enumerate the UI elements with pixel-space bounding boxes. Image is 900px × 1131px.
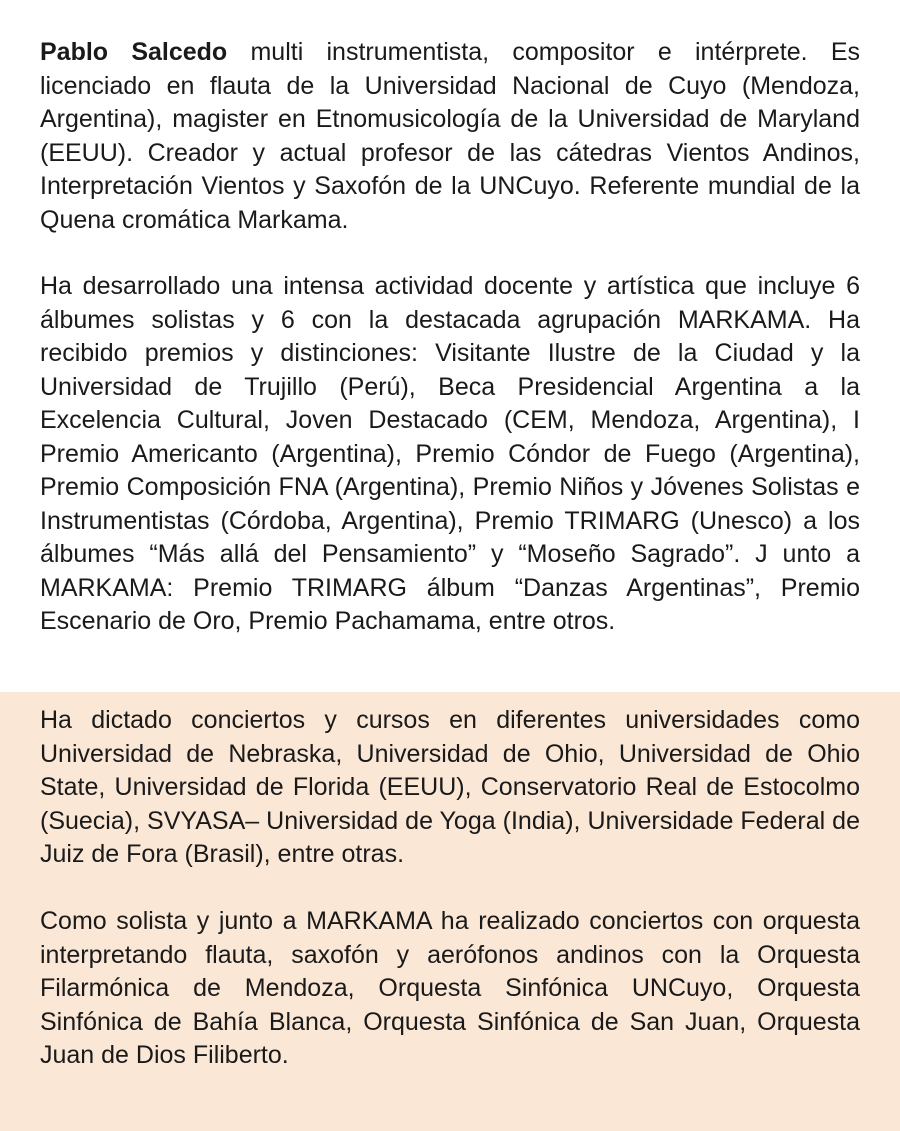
intro-text: multi instrumentista, compositor e intérprete. Es licenciado en flauta de la Universidad Nacional de Cuyo (Mendoza, Argentina), magister en Etnomusicología de la Universidad de Maryland (EEUU). Creador y actual profesor de las cátedras Vientos Andinos, Interpretación Vientos y Saxofón de la UNCuyo. Referente mundial de la Quena cromática Markama.: [40, 38, 860, 234]
bio-paragraph-orchestras: Como solista y junto a MARKAMA ha realizado conciertos con orquesta interpretando flauta, saxofón y aerófonos andinos con la Orquesta Filarmónica de Mendoza, Orquesta Sinfónica UNCuyo, Orquesta Sinfónica de Bahía Blanca, Orquesta Sinfónica de San Juan, Orquesta Juan de Dios Filiberto.: [40, 907, 860, 1069]
artist-name: Pablo Salcedo: [40, 38, 228, 66]
bio-paragraph-intro: [40, 36, 860, 237]
bio-section-shaded: [0, 692, 900, 1131]
bio-paragraph-universities: Ha dictado conciertos y cursos en diferentes universidades como Universidad de Nebraska, Universidad de Ohio, Universidad de Ohio State, Universidad de Florida (EEUU), Conservatorio Real de Estocolmo (Suecia), SVYASA– Universidad de Yoga (India), Universidade Federal de Juiz de Fora (Brasil), entre otras.: [40, 706, 860, 868]
bio-paragraph-awards: Ha desarrollado una intensa actividad docente y artística que incluye 6 álbumes solistas y 6 con la destacada agrupación MARKAMA. Ha recibido premios y distinciones: Visitante Ilustre de la Ciudad y la Universidad de Trujillo (Perú), Beca Presidencial Argentina a la Excelencia Cultural, Joven Destacado (CEM, Mendoza, Argentina), I Premio Americanto (Argentina), Premio Cóndor de Fuego (Argentina), Premio Composición FNA (Argentina), Premio Niños y Jóvenes Solistas e Instrumentistas (Córdoba, Argentina), Premio TRIMARG (Unesco) a los álbumes “Más allá del Pensamiento” y “Moseño Sagrado”. J unto a MARKAMA: Premio TRIMARG álbum “Danzas Argentinas”, Premio Escenario de Oro, Premio Pachamama, entre otros.: [40, 272, 860, 635]
